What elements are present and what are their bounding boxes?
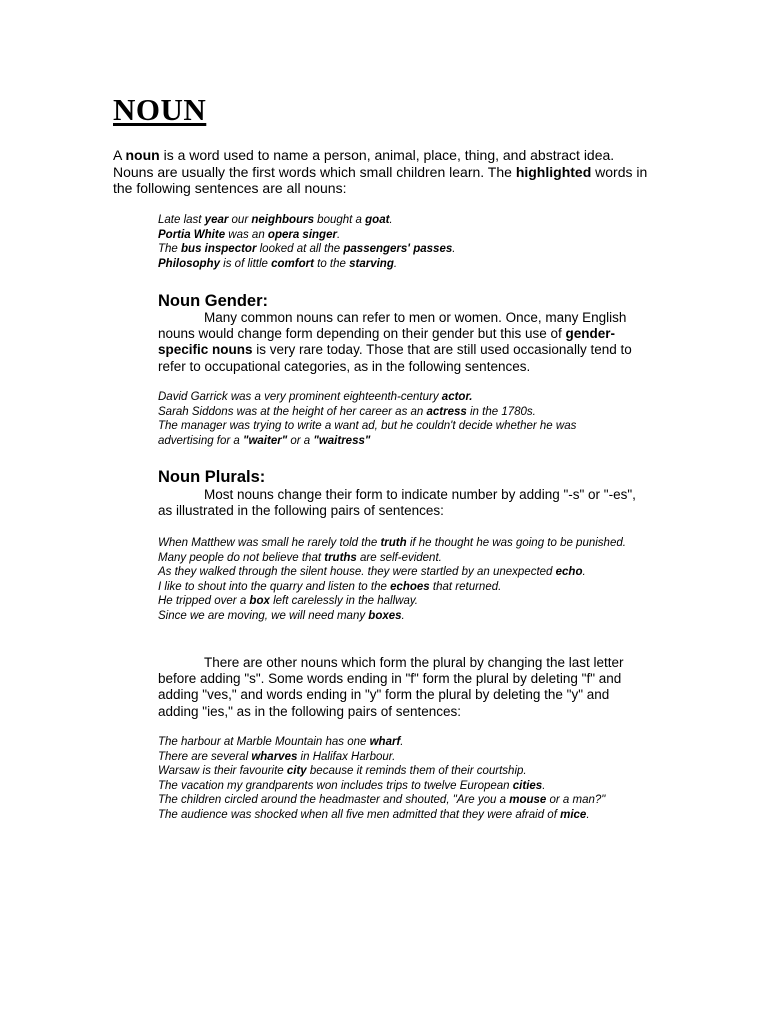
text-run: is very rare today. Those that are still used occasionally tend to refer to occupational categories, as in the following sentences.: [158, 342, 632, 374]
sentence-text: David Garrick was a very prominent eighteenth-century: [158, 391, 442, 403]
highlighted-noun: box: [249, 595, 270, 608]
highlighted-term: highlighted: [515, 163, 592, 180]
sentence-text: There are several: [158, 750, 252, 763]
example-sentence: [158, 779, 678, 794]
sentence-text: Late last: [158, 214, 205, 226]
highlighted-term: noun: [125, 147, 160, 163]
sentence-text: was an: [225, 228, 268, 241]
example-sentence: [158, 808, 678, 823]
example-list-plurals-2: [158, 735, 678, 823]
example-sentence: [158, 257, 638, 272]
sentence-text: I like to shout into the quarry and listen to the: [158, 580, 391, 593]
section-heading-gender: Noun Gender:: [158, 292, 268, 310]
highlighted-noun: "waitress": [313, 434, 371, 447]
intro-paragraph: [113, 147, 658, 197]
example-sentence: [158, 242, 638, 257]
highlighted-noun: cities: [512, 779, 543, 792]
gender-paragraph: [158, 310, 648, 375]
sentence-text: or a: [287, 434, 314, 447]
example-sentence: [158, 536, 628, 551]
sentence-text: .: [336, 228, 341, 241]
sentence-text: in the 1780s.: [466, 405, 536, 418]
sentence-text: He tripped over a: [158, 595, 250, 608]
example-sentence: [158, 750, 678, 765]
sentence-text: .: [542, 779, 546, 792]
highlighted-noun: Portia White: [158, 228, 226, 241]
highlighted-noun: starving: [349, 257, 394, 270]
highlighted-noun: truth: [380, 537, 407, 549]
sentence-text: .: [452, 243, 456, 256]
highlighted-noun: city: [286, 765, 307, 778]
highlighted-noun: actor.: [441, 391, 473, 403]
sentence-text: is of little: [219, 257, 272, 270]
text-run: words in the following sentences are all nouns:: [113, 163, 648, 197]
highlighted-noun: goat: [365, 214, 390, 226]
sentence-text: Since we are moving, we will need many: [158, 609, 369, 622]
highlighted-noun: bus inspector: [181, 243, 257, 256]
sentence-text: because it reminds them of their courtship.: [306, 765, 527, 778]
sentence-text: .: [401, 609, 405, 622]
example-sentence: [158, 551, 628, 566]
section-heading-plurals: Noun Plurals:: [158, 468, 266, 486]
example-sentence: [158, 735, 678, 750]
highlighted-noun: neighbours: [251, 214, 314, 226]
sentence-text: The harbour at Marble Mountain has one: [158, 736, 370, 748]
sentence-text: As they walked through the silent house. they were startled by an unexpected: [158, 566, 556, 579]
highlighted-noun: comfort: [271, 257, 314, 270]
sentence-text: When Matthew was small he rarely told the: [158, 537, 381, 549]
highlighted-noun: echo: [555, 566, 583, 579]
text-run: is a word used to name a person, animal, place, thing, and abstract idea. Nouns are usually the first words which small children learn. The: [113, 147, 615, 180]
highlighted-noun: mice: [560, 808, 587, 821]
highlighted-noun: echoes: [390, 580, 430, 593]
sentence-text: to the: [313, 257, 350, 270]
plurals-paragraph: [158, 487, 648, 519]
highlighted-term: gender-specific nouns: [158, 326, 616, 358]
highlighted-noun: wharves: [251, 750, 298, 763]
highlighted-noun: truths: [324, 551, 357, 564]
highlighted-noun: wharf: [369, 736, 401, 748]
highlighted-noun: "waiter": [243, 434, 288, 447]
example-sentence: [158, 793, 678, 808]
example-sentence: [158, 405, 628, 420]
highlighted-noun: passengers' passes: [343, 243, 453, 256]
example-sentence: [158, 764, 678, 779]
sentence-text: looked at all the: [256, 243, 344, 256]
example-list-gender: [158, 390, 628, 448]
example-sentence: [158, 609, 628, 624]
highlighted-noun: opera singer: [267, 228, 337, 241]
example-sentence: [158, 580, 628, 595]
highlighted-noun: boxes: [368, 609, 402, 622]
example-list-plurals: [158, 536, 628, 624]
highlighted-noun: actress: [426, 405, 467, 418]
highlighted-noun: Philosophy: [158, 257, 220, 270]
example-sentence: [158, 390, 628, 405]
page-title: NOUN: [113, 92, 207, 127]
sentence-text: bought a: [313, 214, 366, 226]
sentence-text: .: [393, 257, 398, 270]
example-sentence: [158, 228, 638, 243]
sentence-text: are self-evident.: [356, 551, 442, 564]
sentence-text: The children circled around the headmaster and shouted, "Are you a: [158, 794, 510, 807]
example-list-nouns: [158, 213, 638, 271]
highlighted-noun: year: [204, 214, 229, 226]
sentence-text: our: [228, 214, 252, 226]
text-run: A: [113, 147, 126, 163]
sentence-text: .: [582, 566, 586, 579]
sentence-text: The: [158, 243, 182, 256]
highlighted-noun: mouse: [509, 794, 547, 807]
text-run: Most nouns change their form to indicate number by adding "-s" or "-es", as illustrated in the following pairs of sentences:: [158, 487, 636, 519]
sentence-text: The vacation my grandparents won includes trips to twelve European: [158, 779, 513, 792]
sentence-text: in Halifax Harbour.: [297, 750, 396, 763]
example-sentence: [158, 213, 638, 228]
sentence-text: The audience was shocked when all five men admitted that they were afraid of: [158, 808, 561, 821]
sentence-text: The manager was trying to write a want ad, but he couldn't decide whether he was advertising for a: [158, 420, 577, 447]
sentence-text: if he thought he was going to be punished.: [406, 537, 626, 549]
sentence-text: or a man?": [546, 794, 606, 807]
sentence-text: Warsaw is their favourite: [158, 765, 287, 778]
example-sentence: [158, 419, 628, 448]
plurals-paragraph-2: [158, 655, 648, 720]
sentence-text: Many people do not believe that: [158, 551, 325, 564]
sentence-text: .: [400, 736, 404, 748]
sentence-text: Sarah Siddons was at the height of her career as an: [158, 405, 427, 418]
text-run: There are other nouns which form the plural by changing the last letter before adding "s". Some words ending in "f" form the plural by deleting "f" and adding "ves," and words ending in "y" form the plural by deleting the "y" and adding "ies," as in the following pairs of sentences:: [158, 655, 624, 719]
sentence-text: left carelessly in the hallway.: [269, 595, 418, 608]
example-sentence: [158, 594, 628, 609]
text-run: Many common nouns can refer to men or women. Once, many English nouns would change form depending on their gender but this use of: [158, 310, 627, 342]
sentence-text: .: [389, 214, 393, 226]
sentence-text: that returned.: [429, 580, 502, 593]
sentence-text: .: [586, 808, 590, 821]
example-sentence: [158, 565, 628, 580]
